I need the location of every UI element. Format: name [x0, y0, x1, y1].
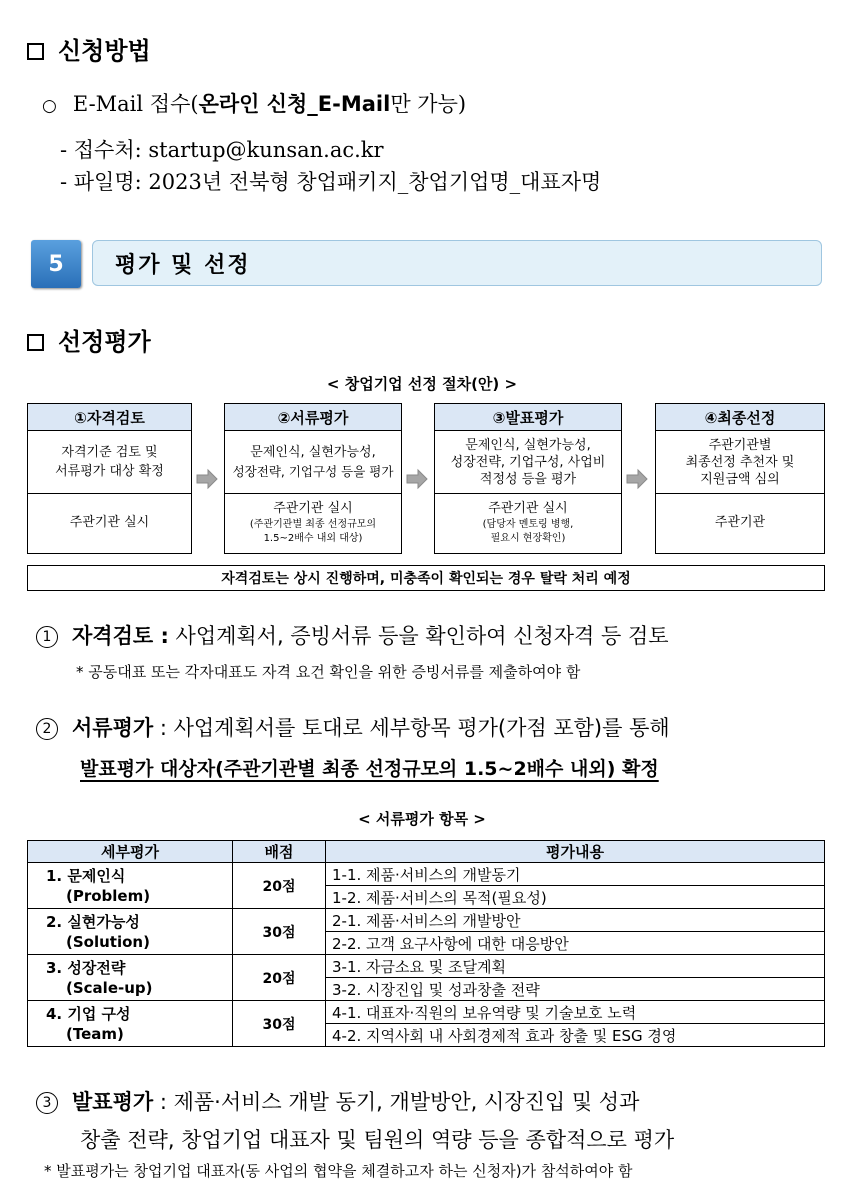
table-row: 3. 성장전략 (Scale-up) 20점 3-1. 자금소요 및 조달계획	[28, 955, 825, 978]
step-document	[224, 403, 402, 554]
step-executor: 주관기관 실시 (담당자 멘토링 병행, 필요시 현장확인)	[482, 501, 574, 544]
table-row: 2. 실현가능성 (Solution) 30점 2-1. 제품·서비스의 개발방안	[28, 909, 825, 932]
table-header-row: 세부평가 배점 평가내용	[28, 841, 825, 863]
circle-bullet-icon: ○	[42, 96, 57, 116]
step-presentation	[434, 403, 622, 554]
arrow-right-icon	[406, 468, 428, 490]
arrow-right-icon	[626, 468, 648, 490]
apply-receiver: - 접수처: startup@kunsan.ac.kr	[60, 138, 384, 162]
apply-filename: - 파일명: 2023년 전북형 창업패키지_창업기업명_대표자명	[60, 170, 602, 194]
checkbox-square-icon	[27, 334, 44, 351]
step-title: ③발표평가	[435, 404, 621, 431]
apply-heading: 신청방법	[27, 31, 151, 66]
table-row: 3-2. 시장진입 및 성과창출 전략	[28, 978, 825, 1001]
step-qualification	[27, 403, 192, 554]
item-document: 2 서류평가 : 사업계획서를 토대로 세부항목 평가(가점 포함)를 통해	[36, 712, 670, 742]
section-title: 평가 및 선정	[92, 240, 822, 286]
step-content: 자격기준 검토 및 서류평가 대상 확정	[28, 431, 191, 494]
step-title: ④최종선정	[656, 404, 824, 431]
doc-eval-table	[27, 840, 825, 1047]
table-row: 1-2. 제품·서비스의 목적(필요성)	[28, 886, 825, 909]
item-document-line2: 발표평가 대상자(주관기관별 최종 선정규모의 1.5~2배수 내외) 확정	[80, 758, 659, 780]
step-final	[655, 403, 825, 554]
item-presentation: 3 발표평가 : 제품·서비스 개발 동기, 개발방안, 시장진입 및 성과	[36, 1086, 639, 1116]
step-content: 문제인식, 실현가능성, 성장전략, 기업구성 등을 평가	[225, 431, 401, 494]
step-executor: 주관기관 실시	[69, 515, 150, 530]
item-presentation-note: * 발표평가는 창업기업 대표자(동 사업의 협약을 체결하고자 하는 신청자)가 참석하여야 함	[44, 1162, 633, 1180]
doc-eval-title: < 서류평가 항목 >	[358, 810, 486, 828]
item-presentation-line2: 창출 전략, 창업기업 대표자 및 팀원의 역량 등을 종합적으로 평가	[80, 1128, 675, 1152]
step-content: 주관기관별 최종선정 추천자 및 지원금액 심의	[656, 431, 824, 494]
table-row: 2-2. 고객 요구사항에 대한 대응방안	[28, 932, 825, 955]
item-qualification-note: * 공동대표 또는 각자대표도 자격 요건 확인을 위한 증빙서류를 제출하여야 함	[76, 663, 581, 681]
step-executor: 주관기관	[714, 515, 766, 530]
section-number: 5	[31, 240, 81, 288]
step-title: ②서류평가	[225, 404, 401, 431]
step-title: ①자격검토	[28, 404, 191, 431]
table-row: 1. 문제인식 (Problem) 20점 1-1. 제품·서비스의 개발동기	[28, 863, 825, 886]
selection-heading: 선정평가	[27, 322, 151, 357]
checkbox-square-icon	[27, 43, 44, 60]
notice-box: 자격검토는 상시 진행하며, 미충족이 확인되는 경우 탈락 처리 예정	[27, 565, 825, 591]
apply-method: ○ E-Mail 접수(온라인 신청_E-Mail만 가능)	[42, 92, 467, 116]
table-row: 4. 기업 구성 (Team) 30점 4-1. 대표자·직원의 보유역량 및 기술보호 노력	[28, 1001, 825, 1024]
process-title: < 창업기업 선정 절차(안) >	[326, 375, 518, 393]
arrow-right-icon	[196, 468, 218, 490]
item-qualification: 1 자격검토 : 사업계획서, 증빙서류 등을 확인하여 신청자격 등 검토	[36, 620, 669, 650]
step-content: 문제인식, 실현가능성, 성장전략, 기업구성, 사업비 적정성 등을 평가	[435, 431, 621, 494]
step-executor: 주관기관 실시 (주관기관별 최종 선정규모의 1.5~2배수 내외 대상)	[249, 501, 377, 544]
table-row: 4-2. 지역사회 내 사회경제적 효과 창출 및 ESG 경영	[28, 1024, 825, 1047]
